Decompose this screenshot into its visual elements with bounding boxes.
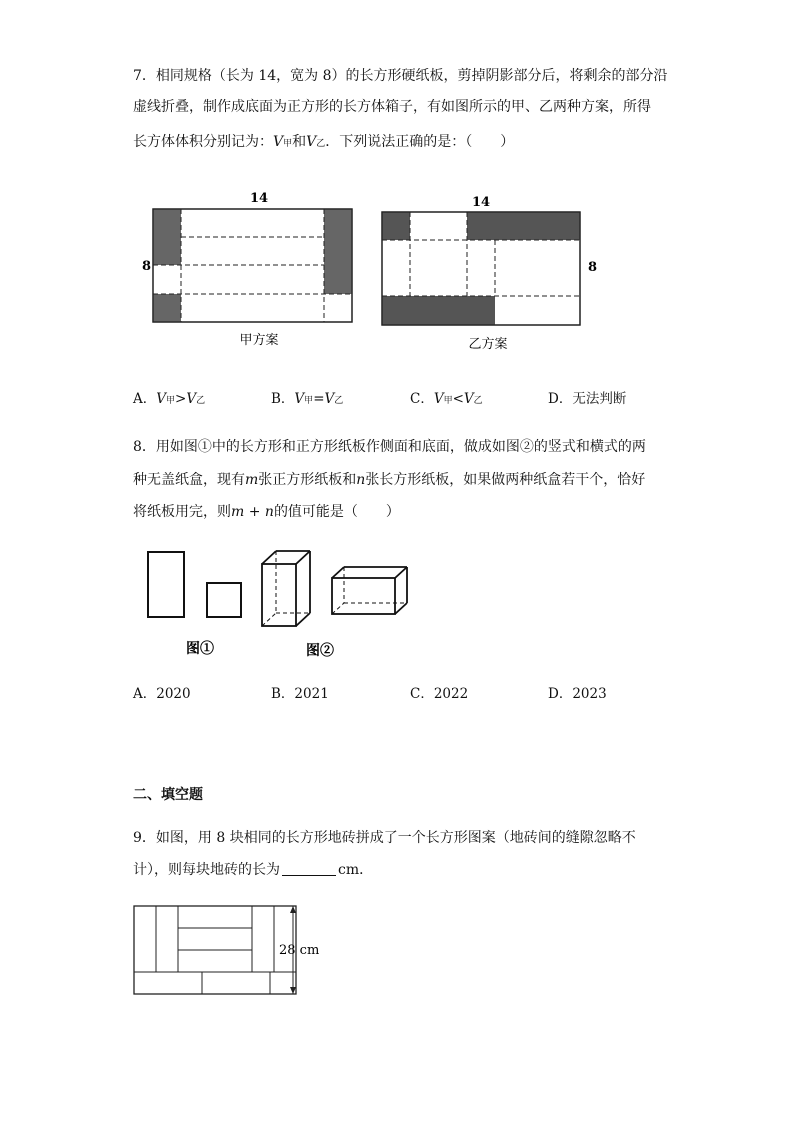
q8-text: 张长方形纸板，如果做两种纸盒若干个，恰好 [365,472,646,488]
section-heading: 二、填空题 [133,787,203,803]
option-text: 2021 [294,686,329,702]
option-text: 2020 [156,686,191,702]
dimension-label: 28 cm [279,943,320,958]
q8-text: 将纸板用完，则 [133,504,231,520]
q8-option-c [410,684,468,704]
q8-line-3 [133,502,400,522]
q8-text: 张正方形纸板和 [258,472,357,488]
q8-option-a [133,684,191,704]
v-subscript-jia: 甲 [166,396,176,406]
figure-tiles [130,898,330,1003]
q7-line-1: 7．相同规格（长为 14，宽为 8）的长方形硬纸板，剪掉阴影部分后，将剩余的部分沿 [133,68,668,84]
option-label: A． [133,686,157,702]
q7-line-3-text: 长方体体积分别记为： [133,134,273,150]
q8-option-d [548,684,607,704]
v-subscript-jia: 甲 [304,396,314,406]
fig-yi-side-label: 8 [588,260,598,275]
var-m: m [245,472,259,488]
figure-plan-jia [138,188,368,358]
vertical-box [262,551,310,626]
v-subscript-yi: 乙 [196,396,206,406]
arrow-head-down [290,987,296,994]
q9-line-1: 9．如图，用 8 块相同的长方形地砖拼成了一个长方形图案（地砖间的缝隙忽略不 [133,830,636,846]
option-label: C． [410,391,434,407]
unit-cm: cm [338,862,360,878]
var-n: n [356,472,366,488]
fig-yi-shade-bottom [382,296,495,325]
fig-jia-shade-left-top [153,209,181,265]
fig-yi-caption: 乙方案 [468,337,508,352]
figure-2-label: 图② [306,643,334,659]
v-symbol: V [294,391,305,407]
answer-blank[interactable] [282,862,336,876]
fig-yi-shade-right [467,212,580,240]
option-text: 无法判断 [572,391,627,407]
operator: > [175,391,187,407]
v-subscript-yi: 乙 [334,396,344,406]
option-label: A． [133,391,157,407]
q7-line-3-end: ．下列说法正确的是：（ ） [325,134,515,150]
v-symbol: V [463,391,474,407]
figure-1-label: 图① [186,641,214,657]
v-symbol: V [186,391,197,407]
v-subscript-jia: 甲 [443,396,453,406]
square-board [207,583,241,617]
rectangle-board [148,552,184,617]
v-subscript-jia: 甲 [283,139,293,149]
q8-line-2 [133,470,645,490]
q7-option-c [410,389,483,411]
option-text: 2022 [433,686,469,702]
option-label: C． [410,686,434,702]
fig-jia-shade-right [324,209,352,294]
q8-option-b [271,684,329,704]
q8-text: 的值可能是（ ） [273,504,400,520]
operator: < [452,391,464,407]
and-word: 和 [292,134,307,150]
q8-text: 种无盖纸盒，现有 [133,472,245,488]
q8-line-1: 8．用如图①中的长方形和正方形纸板作侧面和底面，做成如图②的竖式和横式的两 [133,439,646,455]
v-symbol: V [433,391,444,407]
fig-jia-top-label: 14 [249,191,269,206]
expr-m-plus-n: m + n [231,504,274,520]
option-text: 2023 [572,686,607,702]
q9-text: ． [359,862,374,878]
fig-yi-shade-left [382,212,410,240]
arrow-head-up [290,906,296,913]
q9-text: 计），则每块地砖的长为 [133,862,280,878]
q9-line-2 [133,860,373,880]
option-label: D． [548,391,573,407]
fig-jia-shade-left-bottom [153,294,181,322]
v-symbol: V [156,391,166,407]
v-symbol: V [324,391,335,407]
option-label: D． [548,686,573,702]
figure-boxes [140,545,420,665]
option-label: B． [271,391,295,407]
fig-jia-side-label: 8 [142,259,152,274]
q7-option-a [133,389,205,411]
option-label: B． [271,686,295,702]
figure-plan-yi [378,188,603,358]
q7-option-d [548,389,626,409]
v-symbol: V [306,134,317,150]
v-subscript-yi: 乙 [473,396,483,406]
fig-yi-top-label: 14 [471,195,491,210]
operator: = [313,391,325,407]
v-subscript-yi: 乙 [316,139,326,149]
q7-line-2: 虚线折叠，制作成底面为正方形的长方体箱子，有如图所示的甲、乙两种方案，所得 [133,99,651,115]
fig-jia-caption: 甲方案 [239,333,279,348]
v-symbol: V [273,134,284,150]
q7-option-b [271,389,343,411]
q7-line-3 [133,132,514,154]
horizontal-box [332,567,407,614]
